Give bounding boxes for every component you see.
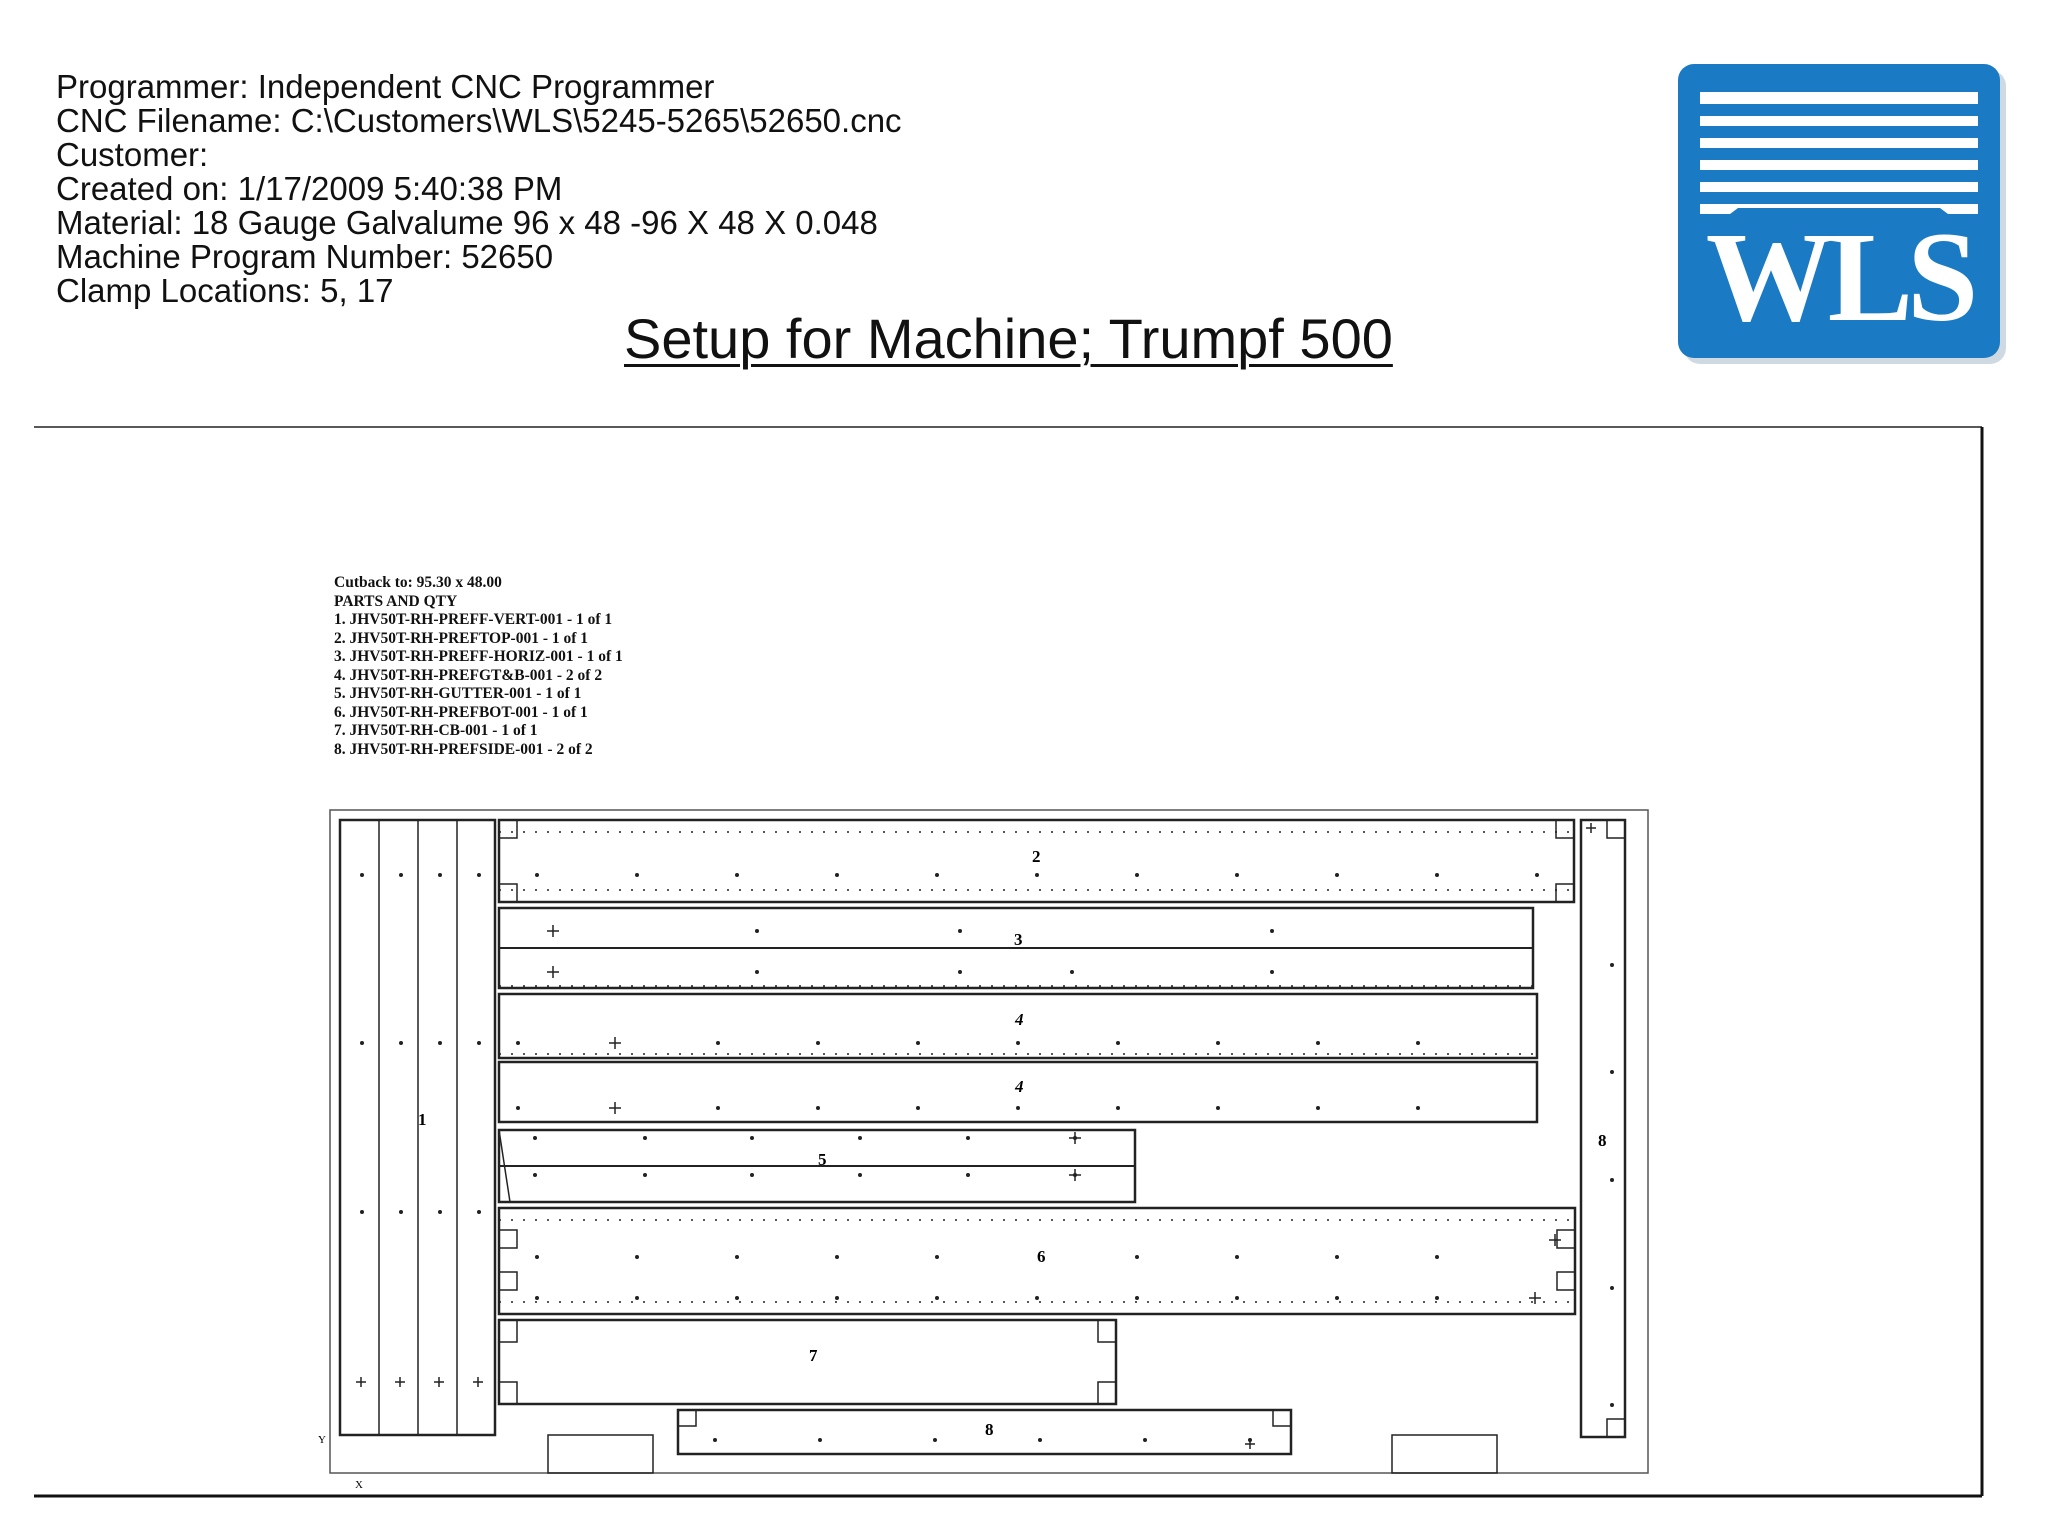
part-label-8-horizontal: 8 (985, 1420, 994, 1439)
legend-part-4: 4. JHV50T-RH-PREFGT&B-001 - 2 of 2 (334, 666, 603, 684)
axis-y-label: Y (318, 1434, 326, 1446)
customer-line: Customer: (56, 136, 209, 173)
legend-heading: PARTS AND QTY (334, 592, 458, 610)
sheet-outline (330, 810, 1648, 1473)
programmer-line: Programmer: Independent CNC Programmer (56, 68, 715, 105)
cnc-filename-line: CNC Filename: C:\Customers\WLS\5245-5265\52650.cnc (56, 102, 902, 139)
part-label-1: 1 (418, 1110, 427, 1129)
legend-part-3: 3. JHV50T-RH-PREFF-HORIZ-001 - 1 of 1 (334, 648, 623, 665)
part-5 (499, 1130, 1135, 1202)
part-7 (499, 1320, 1116, 1404)
part-label-8-vertical: 8 (1598, 1131, 1607, 1150)
material-line: Material: 18 Gauge Galvalume 96 x 48 -96 X 48 X 0.048 (56, 204, 878, 241)
axis-x-label: X (355, 1479, 363, 1491)
part-label-3: 3 (1014, 930, 1023, 949)
cutback-text: Cutback to: 95.30 x 48.00 (334, 574, 502, 591)
page-title: Setup for Machine; Trumpf 500 (624, 307, 1393, 370)
legend-part-6: 6. JHV50T-RH-PREFBOT-001 - 1 of 1 (334, 703, 588, 721)
part-label-6: 6 (1037, 1247, 1046, 1266)
legend-part-2: 2. JHV50T-RH-PREFTOP-001 - 1 of 1 (334, 629, 589, 647)
part-8-vertical (1581, 820, 1625, 1437)
logo-text: WLS (1705, 206, 1973, 348)
part-label-2: 2 (1032, 847, 1041, 866)
legend-part-8: 8. JHV50T-RH-PREFSIDE-001 - 2 of 2 (334, 740, 593, 758)
plus-markers (356, 823, 1596, 1449)
clamp-left (548, 1435, 653, 1473)
part-label-7: 7 (809, 1346, 818, 1365)
program-number-line: Machine Program Number: 52650 (56, 238, 554, 275)
legend-part-7: 7. JHV50T-RH-CB-001 - 1 of 1 (334, 722, 538, 739)
legend-part-5: 5. JHV50T-RH-GUTTER-001 - 1 of 1 (334, 685, 582, 702)
part-label-4a: 4 (1015, 1010, 1024, 1029)
punch-marks (360, 873, 1614, 1442)
created-on-line: Created on: 1/17/2009 5:40:38 PM (56, 170, 563, 207)
part-label-5: 5 (818, 1150, 827, 1169)
part-label-4b: 4 (1015, 1077, 1024, 1096)
clamp-locations-line: Clamp Locations: 5, 17 (56, 272, 394, 309)
legend-part-1: 1. JHV50T-RH-PREFF-VERT-001 - 1 of 1 (334, 611, 613, 628)
clamp-right (1392, 1435, 1497, 1473)
